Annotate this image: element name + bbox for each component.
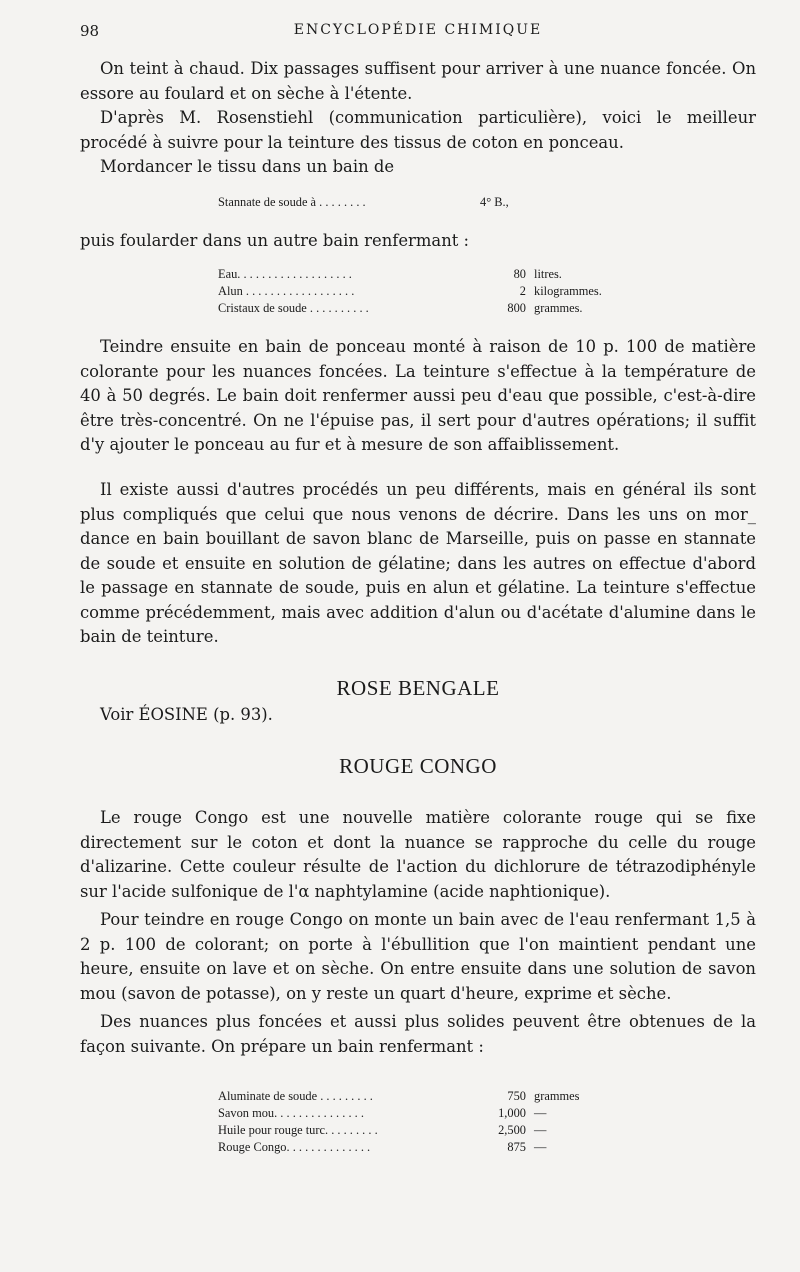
- recipe-row: [218, 1088, 579, 1105]
- recipe-row: [218, 1122, 579, 1139]
- ingredient-unit: kilogrammes.: [534, 284, 602, 298]
- recipe-row: [218, 266, 602, 283]
- paragraph: puis foularder dans un autre bain renfermant :: [80, 231, 470, 250]
- recipe-row: [218, 283, 602, 300]
- block-rose-bengale: [80, 703, 756, 728]
- ingredient-quantity: 4° B.,: [480, 195, 509, 209]
- ingredient-name: Savon mou. . . . . . . . . . . . . . .: [218, 1106, 364, 1120]
- ingredient-unit: grammes.: [534, 301, 583, 315]
- block-foulard: [80, 229, 756, 254]
- ingredient-name: Stannate de soude à . . . . . . . .: [218, 195, 366, 209]
- page-number: 98: [80, 22, 100, 40]
- paragraph: Le rouge Congo est une nouvelle matière colorante rouge qui se fixe directement sur le coton et dont la nuance se rapproche du celle du rouge d'alizarine. Cette couleur résulte de l'action du dichlorure de tétrazodiphényle sur l'acide sulfonique de l'α naphtylamine (acide naphtionique).: [80, 808, 756, 901]
- paragraph: D'après M. Rosenstiehl (communication particulière), voici le meilleur procédé à suivre pour la teinture des tissus de coton en ponceau.: [80, 108, 756, 152]
- paragraph: Des nuances plus foncées et aussi plus solides peuvent être obtenues de la façon suivante. On prépare un bain renfermant :: [80, 1012, 756, 1056]
- ingredient-quantity: 2,500: [498, 1123, 526, 1137]
- ingredient-unit: —: [534, 1123, 547, 1137]
- ingredient-unit: —: [534, 1106, 547, 1120]
- recipe-mordant: [218, 194, 528, 211]
- ingredient-quantity: 1,000: [498, 1106, 526, 1120]
- page-header: [80, 22, 756, 42]
- paragraph: Teindre ensuite en bain de ponceau monté à raison de 10 p. 100 de matière colorante pour les nuances foncées. La teinture s'effectue à la température de 40 à 50 degrés. Le bain doit renfermer aussi peu d'eau que possible, c'est-à-dire être très-concentré. On ne l'épuise pas, il sert pour d'autres opérations; il suffit d'y ajouter le ponceau au fur et à mesure de son affaiblissement.: [80, 337, 756, 454]
- block-teinture: [80, 335, 756, 458]
- ingredient-name: Alun . . . . . . . . . . . . . . . . . .: [218, 284, 355, 298]
- running-title: ENCYCLOPÉDIE CHIMIQUE: [293, 22, 543, 38]
- ingredient-unit: grammes: [534, 1089, 580, 1103]
- paragraph: On teint à chaud. Dix passages suffisent pour arriver à une nuance foncée. On essore au foulard et on sèche à l'étente.: [80, 59, 756, 103]
- recipe-congo-bath: [218, 1088, 579, 1156]
- ingredient-quantity: 875: [507, 1140, 526, 1154]
- ingredient-name: Rouge Congo. . . . . . . . . . . . . .: [218, 1140, 371, 1154]
- recipe-row: [218, 300, 602, 317]
- section-title-rouge-congo: ROUGE CONGO: [339, 754, 497, 778]
- paragraph: Il existe aussi d'autres procédés un peu différents, mais en général ils sont plus compliqués que celui que nous venons de décrire. Dans les uns on mor_ dance en bain bouillant de savon blanc de Marseille, puis on passe en stannate de soude et ensuite en solution de gélatine; dans les autres on effectue d'abord le passage en stannate de soude, puis en alun et gélatine. La teinture s'effectue comme précédemment, mais avec addition d'alun ou d'acétate d'alumine dans le bain de teinture.: [80, 480, 756, 646]
- cross-reference: Voir ÉOSINE (p. 93).: [100, 705, 273, 724]
- recipe-bath: [218, 266, 602, 317]
- recipe-row: [218, 194, 528, 211]
- ingredient-name: Aluminate de soude . . . . . . . . .: [218, 1089, 373, 1103]
- ingredient-quantity: 2: [519, 284, 526, 298]
- recipe-row: [218, 1139, 579, 1156]
- ingredient-name: Eau. . . . . . . . . . . . . . . . . . .: [218, 267, 352, 281]
- recipe-row: [218, 1105, 579, 1122]
- ingredient-unit: litres.: [534, 267, 562, 281]
- block-intro: [80, 57, 756, 180]
- ingredient-quantity: 800: [507, 301, 526, 315]
- block-autres-procedes: [80, 478, 756, 650]
- paragraph: Pour teindre en rouge Congo on monte un bain avec de l'eau renfermant 1,5 à 2 p. 100 de colorant; on porte à l'ébullition que l'on maintient pendant une heure, ensuite on lave et on sèche. On entre ensuite dans une solution de savon mou (savon de potasse), on y reste un quart d'heure, exprime et sèche.: [80, 910, 756, 1003]
- ingredient-unit: —: [534, 1140, 547, 1154]
- ingredient-quantity: 750: [507, 1089, 526, 1103]
- section-title-rose-bengale: ROSE BENGALE: [336, 676, 500, 700]
- ingredient-name: Cristaux de soude . . . . . . . . . .: [218, 301, 369, 315]
- paragraph: Mordancer le tissu dans un bain de: [100, 157, 395, 176]
- ingredient-quantity: 80: [513, 267, 526, 281]
- block-rouge-congo: [80, 806, 756, 1059]
- ingredient-name: Huile pour rouge turc. . . . . . . . .: [218, 1123, 378, 1137]
